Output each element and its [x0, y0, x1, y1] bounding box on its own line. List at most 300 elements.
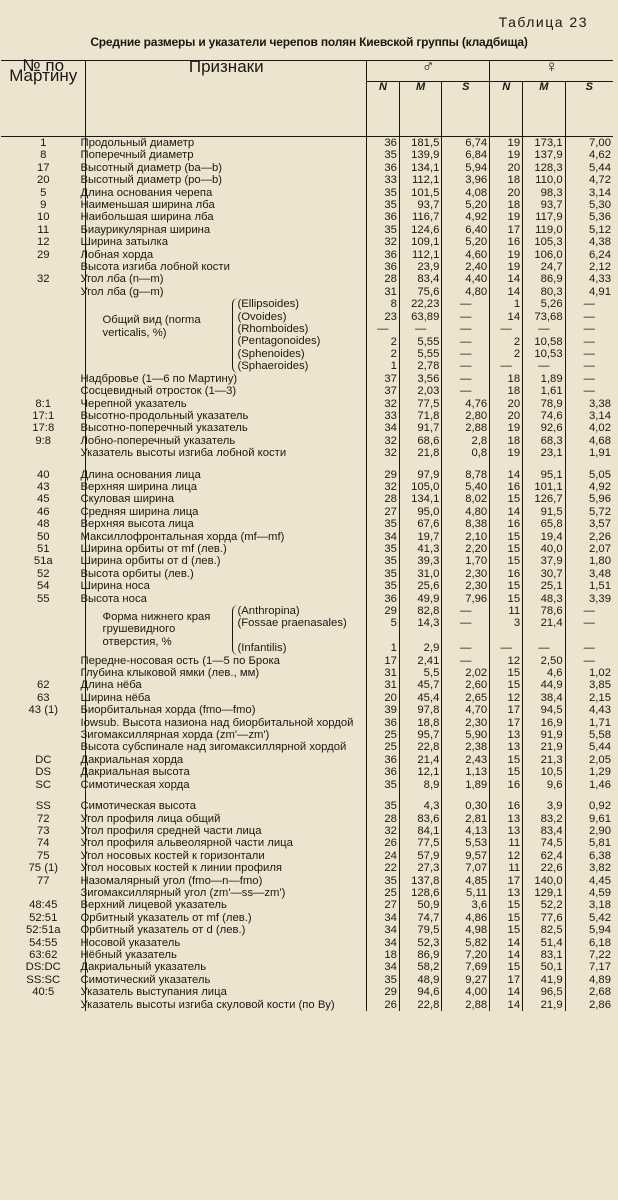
male-mean-cell: 109,1: [399, 236, 441, 248]
female-n-cell: 15: [490, 899, 523, 911]
female-mean-cell: 21,9: [523, 999, 565, 1011]
male-n-cell: 34: [366, 422, 399, 434]
female-n-cell: 17: [490, 704, 523, 716]
table-row: [1, 481, 613, 493]
female-mean-cell: 101,1: [523, 481, 565, 493]
male-n-cell: 25: [366, 729, 399, 741]
martin-number: [1, 348, 86, 360]
female-sd-cell: 4,68: [565, 435, 613, 447]
martin-number: 1: [40, 137, 47, 149]
female-sd-cell: 4,33: [565, 273, 613, 285]
female-mean-cell: 48,3: [523, 593, 565, 605]
spacer-cell: [490, 791, 523, 800]
male-sd-cell: 0,8: [442, 447, 490, 459]
male-n-cell: 18: [366, 949, 399, 961]
martin-number: 52:51: [29, 911, 58, 924]
female-sd-cell: 5,81: [565, 837, 613, 849]
female-mean-cell: 30,7: [523, 568, 565, 580]
male-sd-cell: 4,92: [442, 211, 490, 223]
martin-number: 63:62: [29, 948, 58, 961]
female-mean-cell: 19,4: [523, 531, 565, 543]
martin-number: 40:5: [32, 986, 55, 999]
male-sd-cell: 2,02: [442, 667, 490, 679]
male-mean-cell: 14,3: [399, 617, 441, 642]
martin-number: [1, 360, 86, 372]
female-mean-cell: 173,1: [523, 137, 565, 150]
option-name: (Ovoides): [237, 310, 287, 323]
male-mean-cell: 23,9: [399, 261, 441, 273]
male-sd-cell: 5,82: [442, 937, 490, 949]
female-sd-cell: —: [565, 323, 613, 335]
female-sd-cell: 5,58: [565, 729, 613, 741]
martin-number: [1, 286, 86, 298]
female-sd-cell: 4,45: [565, 875, 613, 887]
female-mean-cell: 128,3: [523, 162, 565, 174]
martin-number: 73: [36, 824, 50, 837]
male-mean-cell: 77,5: [399, 398, 441, 410]
male-n-cell: 35: [366, 224, 399, 236]
feature-name: Биорбитальная хорда (fmo—fmo): [86, 704, 366, 716]
female-mean-cell: —: [523, 323, 565, 335]
female-mean-cell: 95,1: [523, 469, 565, 481]
female-sd-cell: 2,07: [565, 543, 613, 555]
male-n-cell: 35: [366, 518, 399, 530]
female-sd-cell: 3,57: [565, 518, 613, 530]
female-n-cell: 17: [490, 717, 523, 729]
male-sd-cell: 3,96: [442, 174, 490, 186]
male-n-cell: 35: [366, 974, 399, 986]
table-row: [1, 469, 613, 481]
male-sd-cell: 5,53: [442, 837, 490, 849]
table-row: [1, 704, 613, 716]
male-mean-cell: 137,8: [399, 875, 441, 887]
table-row: [1, 837, 613, 849]
male-mean-cell: 83,6: [399, 813, 441, 825]
column-header-m: M: [399, 82, 441, 137]
male-n-cell: 25: [366, 741, 399, 753]
feature-name: Высота субспинале над зигомаксиллярной хордой: [86, 741, 366, 753]
female-sd-cell: 5,42: [565, 912, 613, 924]
male-mean-cell: 22,23: [399, 298, 441, 310]
female-mean-cell: 24,7: [523, 261, 565, 273]
male-n-cell: 17: [366, 655, 399, 667]
female-mean-cell: 44,9: [523, 679, 565, 691]
female-sd-cell: —: [565, 617, 613, 642]
male-mean-cell: 21,8: [399, 447, 441, 459]
female-mean-cell: 51,4: [523, 937, 565, 949]
female-n-cell: 15: [490, 961, 523, 973]
martin-number: 17:1: [32, 409, 55, 422]
male-n-cell: 36: [366, 162, 399, 174]
male-n-cell: 24: [366, 850, 399, 862]
female-n-cell: 16: [490, 779, 523, 791]
feature-name: Наибольшая ширина лба: [86, 211, 366, 223]
female-mean-cell: 40,0: [523, 543, 565, 555]
feature-name: Дакриальная высота: [86, 766, 366, 778]
feature-name: Симотическая хорда: [86, 779, 366, 791]
feature-name: Угол профиля альвеолярной части лица: [86, 837, 366, 849]
female-sd-cell: 5,12: [565, 224, 613, 236]
female-n-cell: 19: [490, 447, 523, 459]
feature-name: Надбровье (1—6 по Мартину): [86, 373, 366, 385]
male-mean-cell: 48,9: [399, 974, 441, 986]
male-mean-cell: 22,8: [399, 999, 441, 1011]
female-mean-cell: 106,0: [523, 249, 565, 261]
female-mean-cell: 82,5: [523, 924, 565, 936]
feature-name: Высота изгиба лобной кости: [86, 261, 366, 273]
female-n-cell: 12: [490, 850, 523, 862]
female-n-cell: 1: [490, 298, 523, 310]
table-row: [1, 825, 613, 837]
male-sd-cell: 2,30: [442, 717, 490, 729]
table-row: [1, 974, 613, 986]
male-mean-cell: 5,55: [399, 336, 441, 348]
female-n-cell: 15: [490, 766, 523, 778]
male-sd-cell: 1,13: [442, 766, 490, 778]
feature-name: Угол носовых костей к линии профиля: [86, 862, 366, 874]
female-mean-cell: 80,3: [523, 286, 565, 298]
female-mean-cell: 50,1: [523, 961, 565, 973]
female-n-cell: 15: [490, 580, 523, 592]
male-n-cell: 36: [366, 754, 399, 766]
table-row: [1, 862, 613, 874]
table-row: [1, 961, 613, 973]
martin-number: 43: [36, 480, 50, 493]
martin-number: 29: [36, 248, 50, 261]
feature-name: Верхняя высота лица: [86, 518, 366, 530]
female-n-cell: 18: [490, 385, 523, 397]
female-mean-cell: 117,9: [523, 211, 565, 223]
male-sd-cell: 4,76: [442, 398, 490, 410]
female-sd-cell: —: [565, 348, 613, 360]
female-sd-cell: 4,72: [565, 174, 613, 186]
male-n-cell: 28: [366, 813, 399, 825]
male-sd-cell: 4,80: [442, 286, 490, 298]
female-n-cell: 15: [490, 924, 523, 936]
female-n-cell: 17: [490, 224, 523, 236]
spacer-cell: [565, 460, 613, 469]
male-n-cell: 28: [366, 493, 399, 505]
table-row: [1, 298, 613, 310]
male-n-cell: 37: [366, 373, 399, 385]
martin-number: 40: [36, 468, 50, 481]
martin-number: [1, 605, 86, 617]
male-n-cell: 29: [366, 469, 399, 481]
table-row: [1, 199, 613, 211]
table-row: [1, 766, 613, 778]
female-sd-cell: 5,44: [565, 741, 613, 753]
male-n-cell: 27: [366, 899, 399, 911]
feature-name: Симотическая высота: [86, 800, 366, 812]
female-n-cell: 11: [490, 862, 523, 874]
martin-number: [1, 447, 86, 459]
table-row: [1, 398, 613, 410]
female-n-cell: 13: [490, 741, 523, 753]
male-mean-cell: 27,3: [399, 862, 441, 874]
male-n-cell: 26: [366, 837, 399, 849]
female-n-cell: 20: [490, 187, 523, 199]
male-mean-cell: 57,9: [399, 850, 441, 862]
male-mean-cell: 95,7: [399, 729, 441, 741]
male-n-cell: 39: [366, 704, 399, 716]
martin-number: 12: [36, 236, 50, 249]
martin-number: 43 (1): [28, 704, 58, 717]
male-n-cell: 27: [366, 506, 399, 518]
male-mean-cell: 19,7: [399, 531, 441, 543]
male-sd-cell: 2,88: [442, 422, 490, 434]
female-n-cell: 11: [490, 837, 523, 849]
female-mean-cell: 94,5: [523, 704, 565, 716]
male-n-cell: 32: [366, 447, 399, 459]
table-row: [1, 187, 613, 199]
table-row: [1, 986, 613, 998]
female-mean-cell: 93,7: [523, 199, 565, 211]
male-sd-cell: —: [442, 336, 490, 348]
female-n-cell: 19: [490, 137, 523, 150]
martin-number: [1, 999, 86, 1011]
female-mean-cell: 16,9: [523, 717, 565, 729]
female-sd-cell: 0,92: [565, 800, 613, 812]
male-sd-cell: 4,40: [442, 273, 490, 285]
column-header-number: № по Мартину: [1, 61, 86, 137]
spacer-cell: [399, 791, 441, 800]
male-n-cell: 31: [366, 286, 399, 298]
male-n-cell: 35: [366, 800, 399, 812]
feature-name: Ширина носа: [86, 580, 366, 592]
male-n-cell: 8: [366, 298, 399, 310]
feature-name: Угол профиля лица общий: [86, 813, 366, 825]
feature-name: Черепной указатель: [86, 398, 366, 410]
male-mean-cell: 75,6: [399, 286, 441, 298]
martin-number: 54:55: [29, 936, 58, 949]
male-n-cell: 36: [366, 593, 399, 605]
female-sd-cell: 9,61: [565, 813, 613, 825]
option-name: (Sphenoides): [237, 347, 305, 360]
female-mean-cell: 83,2: [523, 813, 565, 825]
male-mean-cell: 97,9: [399, 469, 441, 481]
martin-number: SS: [35, 800, 51, 813]
male-sd-cell: 2,43: [442, 754, 490, 766]
table-row: [1, 875, 613, 887]
male-sd-cell: 4,13: [442, 825, 490, 837]
female-n-cell: 15: [490, 679, 523, 691]
feature-name: Высотно-поперечный указатель: [86, 422, 366, 434]
female-mean-cell: 21,4: [523, 617, 565, 642]
female-n-cell: 15: [490, 754, 523, 766]
female-n-cell: 3: [490, 617, 523, 642]
female-n-cell: 14: [490, 273, 523, 285]
female-sd-cell: 4,59: [565, 887, 613, 899]
female-sd-cell: 1,91: [565, 447, 613, 459]
male-sd-cell: —: [442, 311, 490, 323]
martin-number: [1, 741, 86, 753]
male-n-cell: 29: [366, 605, 399, 617]
martin-number: 72: [36, 812, 50, 825]
female-n-cell: 14: [490, 286, 523, 298]
male-mean-cell: 52,3: [399, 937, 441, 949]
feature-name: Длина основания лица: [86, 469, 366, 481]
female-n-cell: 13: [490, 729, 523, 741]
martin-number: [1, 323, 86, 335]
female-n-cell: 20: [490, 162, 523, 174]
female-n-cell: 2: [490, 348, 523, 360]
feature-name: Указатель выступания лица: [86, 986, 366, 998]
male-n-cell: 33: [366, 410, 399, 422]
male-mean-cell: —: [399, 323, 441, 335]
table-row: [1, 261, 613, 273]
feature-name: Угол профиля средней части лица: [86, 825, 366, 837]
martin-number: [1, 642, 86, 654]
female-sd-cell: —: [565, 642, 613, 654]
female-sd-cell: 6,38: [565, 850, 613, 862]
male-sd-cell: 6,74: [442, 137, 490, 150]
male-sd-cell: —: [442, 642, 490, 654]
female-sd-cell: 2,15: [565, 692, 613, 704]
martin-number: [1, 729, 86, 741]
table-row: [1, 850, 613, 862]
female-sd-cell: 1,71: [565, 717, 613, 729]
male-n-cell: 32: [366, 398, 399, 410]
male-sd-cell: 1,70: [442, 555, 490, 567]
female-mean-cell: 21,3: [523, 754, 565, 766]
male-n-cell: —: [366, 323, 399, 335]
female-n-cell: 15: [490, 555, 523, 567]
feature-name: Iowsub. Высота назиона над биорбитальной хордой: [86, 717, 366, 729]
female-sd-cell: 3,85: [565, 679, 613, 691]
spacer-cell: [1, 460, 86, 469]
table-row: [1, 447, 613, 459]
female-n-cell: —: [490, 323, 523, 335]
female-mean-cell: 10,5: [523, 766, 565, 778]
female-sd-cell: 2,68: [565, 986, 613, 998]
female-sd-cell: 7,00: [565, 137, 613, 150]
female-mean-cell: 74,6: [523, 410, 565, 422]
male-sd-cell: 2,8: [442, 435, 490, 447]
male-mean-cell: 4,3: [399, 800, 441, 812]
female-n-cell: 14: [490, 506, 523, 518]
female-n-cell: 19: [490, 149, 523, 161]
female-mean-cell: 86,9: [523, 273, 565, 285]
male-sd-cell: 7,07: [442, 862, 490, 874]
martin-number: 5: [40, 186, 47, 199]
female-n-cell: 14: [490, 986, 523, 998]
table-row: [1, 249, 613, 261]
male-sd-cell: 1,89: [442, 779, 490, 791]
table-row: [1, 912, 613, 924]
table-row: [1, 211, 613, 223]
table-row: [1, 754, 613, 766]
female-mean-cell: —: [523, 642, 565, 654]
male-mean-cell: 41,3: [399, 543, 441, 555]
male-sd-cell: 6,84: [442, 149, 490, 161]
feature-name: Поперечный диаметр: [86, 149, 366, 161]
feature-name: Дакриальный указатель: [86, 961, 366, 973]
table-row: [1, 813, 613, 825]
male-sd-cell: 7,96: [442, 593, 490, 605]
female-n-cell: 19: [490, 211, 523, 223]
female-sd-cell: 2,90: [565, 825, 613, 837]
male-mean-cell: 82,8: [399, 605, 441, 617]
male-mean-cell: 79,5: [399, 924, 441, 936]
martin-number: [1, 336, 86, 348]
table-row: [1, 679, 613, 691]
male-mean-cell: 22,8: [399, 741, 441, 753]
table-row: [1, 999, 613, 1011]
martin-number: 75: [36, 849, 50, 862]
male-n-cell: 28: [366, 273, 399, 285]
male-n-cell: 36: [366, 211, 399, 223]
male-mean-cell: 93,7: [399, 199, 441, 211]
female-mean-cell: 25,1: [523, 580, 565, 592]
martin-number: 77: [36, 874, 50, 887]
male-n-cell: 35: [366, 555, 399, 567]
column-header-n: N: [366, 82, 399, 137]
feature-name: Носовой указатель: [86, 937, 366, 949]
male-sd-cell: 4,80: [442, 506, 490, 518]
female-sd-cell: 4,62: [565, 149, 613, 161]
male-sd-cell: —: [442, 298, 490, 310]
feature-name: Длина основания черепа: [86, 187, 366, 199]
table-row: [1, 373, 613, 385]
female-mean-cell: 83,1: [523, 949, 565, 961]
feature-name: Высота орбиты (лев.): [86, 568, 366, 580]
martin-number: DC: [35, 753, 52, 766]
male-mean-cell: 5,5: [399, 667, 441, 679]
female-sd-cell: —: [565, 311, 613, 323]
male-mean-cell: 134,1: [399, 493, 441, 505]
table-title: Средние размеры и указатели черепов полян Киевской группы (кладбища): [90, 35, 528, 49]
male-n-cell: 26: [366, 999, 399, 1011]
option-name: (Fossae praenasales): [237, 617, 347, 630]
female-sd-cell: 6,24: [565, 249, 613, 261]
female-mean-cell: 78,6: [523, 605, 565, 617]
female-mean-cell: 105,3: [523, 236, 565, 248]
female-sd-cell: 4,91: [565, 286, 613, 298]
female-sd-cell: 3,48: [565, 568, 613, 580]
group-options: [232, 605, 363, 655]
feature-name: Угол лба (g—m): [86, 286, 366, 298]
martin-number: 55: [36, 592, 50, 605]
table-row: [1, 568, 613, 580]
male-sd-cell: 2,81: [442, 813, 490, 825]
male-n-cell: 20: [366, 692, 399, 704]
table-row: [1, 493, 613, 505]
male-n-cell: 35: [366, 199, 399, 211]
male-n-cell: 37: [366, 385, 399, 397]
male-mean-cell: 50,9: [399, 899, 441, 911]
female-n-cell: 14: [490, 937, 523, 949]
table-row: [1, 506, 613, 518]
male-sd-cell: 5,20: [442, 236, 490, 248]
male-sd-cell: 4,85: [442, 875, 490, 887]
male-n-cell: 5: [366, 617, 399, 642]
female-sd-cell: 7,22: [565, 949, 613, 961]
female-mean-cell: 91,9: [523, 729, 565, 741]
table-row: [1, 729, 613, 741]
female-mean-cell: 10,58: [523, 336, 565, 348]
male-mean-cell: 25,6: [399, 580, 441, 592]
male-n-cell: 35: [366, 875, 399, 887]
male-n-cell: 35: [366, 580, 399, 592]
male-sd-cell: 4,98: [442, 924, 490, 936]
female-sd-cell: 5,94: [565, 924, 613, 936]
female-n-cell: 12: [490, 655, 523, 667]
male-sd-cell: 8,78: [442, 469, 490, 481]
male-mean-cell: 97,8: [399, 704, 441, 716]
martin-number: 17: [36, 161, 50, 174]
female-n-cell: 2: [490, 336, 523, 348]
male-mean-cell: 105,0: [399, 481, 441, 493]
